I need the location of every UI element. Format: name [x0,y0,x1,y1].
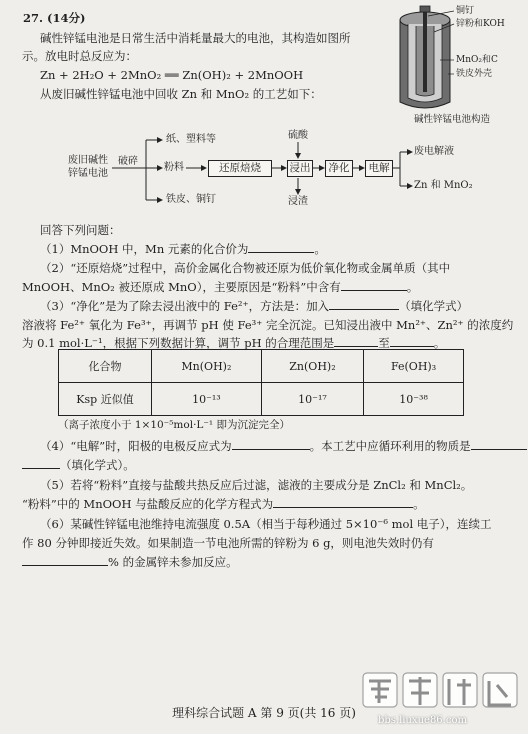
flow-branch-paper-plastic: 纸、塑料等 [166,134,216,145]
watermark-url: bbs.liuxue86.com [378,715,467,726]
q2-line-2: MnOOH、MnO₂ 被还原成 MnO），主要原因是“粉料”中含有 。 [22,280,419,294]
table-header-compound: 化合物 [59,350,152,383]
q2-answer-blank[interactable] [341,279,407,291]
q3-line-1: （3）“净化”是为了除去浸出液中的 Fe²⁺，方法是：加入 （填化学式） [40,299,469,313]
intro-line-1: 碱性锌锰电池是日常生活中消耗量最大的电池，其构造如图所 [40,31,351,45]
battery-caption: 碱性锌锰电池构造 [414,114,491,125]
q2-line-1: （2）“还原焙烧”过程中，高价金属化合物被还原为低价氧化物或金属单质（其中 [40,261,451,275]
question-number: 27. (14分) [23,11,86,25]
q4-recycle-blank-2[interactable] [22,457,60,469]
battery-label-iron-shell: 铁皮外壳 [456,69,493,79]
flow-box-purify: 净化 [325,160,353,177]
flow-box-leach: 浸出 [287,160,313,177]
q3-line-3: 为 0.1 mol·L⁻¹，根据下列数据计算，调节 pH 的合理范围是 至 。 [22,336,446,350]
q5-line-1: （5）若将“粉料”直接与盐酸共热反应后过滤，滤液的主要成分是 ZnCl₂ 和 MnCl₂。 [40,478,473,492]
q3-ph-low-blank[interactable] [334,335,378,347]
page-footer: 理科综合试题 A 第 9 页(共 16 页) [172,706,356,720]
q6-line-3: % 的金属锌未参加反应。 [22,554,238,570]
q5-line-2: “粉料”中的 MnOOH 与盐酸反应的化学方程式为 。 [22,497,425,511]
q6-line-2: 作 80 分钟即接近失效。如果制造一节电池所需的锌粉为 6 g，则电池失效时仍有 [22,536,434,550]
flow-waste-electrolyte: 废电解液 [414,146,454,157]
flow-source-line2: 锌锰电池 [68,168,108,179]
flow-box-electrolysis: 电解 [365,160,393,177]
watermark-brand [370,676,490,710]
q4-line-1: （4）“电解”时，阳极的电极反应式为 。本工艺中应循环利用的物质是 [40,438,527,454]
battery-label-copper-nail: 铜钉 [456,6,475,16]
flow-source-line1: 废旧碱性 [68,155,108,166]
intro-line-2: 示。放电时总反应为： [22,49,137,63]
q1-answer-blank[interactable] [248,241,314,253]
flow-acid-label: 硫酸 [288,130,308,141]
table-header-mnoh2: Mn(OH)₂ [152,350,262,383]
reaction-equation: Zn + 2H₂O + 2MnO₂ ══ Zn(OH)₂ + 2MnOOH [40,68,304,82]
table-cell-feoh3: 10⁻³⁸ [364,383,464,416]
table-note: （离子浓度小于 1×10⁻⁵mol·L⁻¹ 即为沉淀完全） [58,419,290,431]
q3-ph-high-blank[interactable] [390,335,434,347]
flow-crush-label: 破碎 [118,156,138,167]
battery-label-mno2-c: MnO₂和C [456,55,498,65]
q3-line-2: 溶液将 Fe²⁺ 氧化为 Fe³⁺，再调节 pH 使 Fe³⁺ 完全沉淀。已知浸出液中 Mn²⁺、Zn²⁺ 的浓度约 [22,318,514,332]
flow-branch-iron-copper: 铁皮、铜钉 [166,194,216,205]
q6-percent-blank[interactable] [22,554,108,566]
q5-equation-blank[interactable] [273,496,413,508]
table-row [59,350,464,383]
q3-reagent-blank[interactable] [329,298,399,310]
table-cell-mnoh2: 10⁻¹³ [152,383,262,416]
q4-anode-blank[interactable] [232,438,310,450]
table-row [59,383,464,416]
q4-recycle-blank[interactable] [471,438,527,450]
table-row-label-ksp: Ksp 近似值 [59,383,152,416]
answer-prompt: 回答下列问题： [40,223,121,237]
flow-product-zn-mno2: Zn 和 MnO₂ [414,180,473,191]
table-header-znoh2: Zn(OH)₂ [261,350,363,383]
flow-residue-label: 浸渣 [288,196,308,207]
q4-line-2: （填化学式）。 [22,457,135,473]
table-cell-znoh2: 10⁻¹⁷ [261,383,363,416]
process-intro: 从废旧碱性锌锰电池中回收 Zn 和 MnO₂ 的工艺如下： [40,87,322,101]
battery-label-zinc-koh: 锌粉和KOH [456,19,505,29]
ksp-table [58,349,464,416]
q1-line: （1）MnOOH 中，Mn 元素的化合价为 。 [40,242,326,256]
flow-box-roast: 还原焙烧 [208,160,272,177]
flow-branch-powder: 粉料 [164,162,184,173]
q6-line-1: （6）某碱性锌锰电池维持电流强度 0.5A（相当于每秒通过 5×10⁻⁶ mol 电子），连续工 [40,517,492,531]
table-header-feoh3: Fe(OH)₃ [364,350,464,383]
